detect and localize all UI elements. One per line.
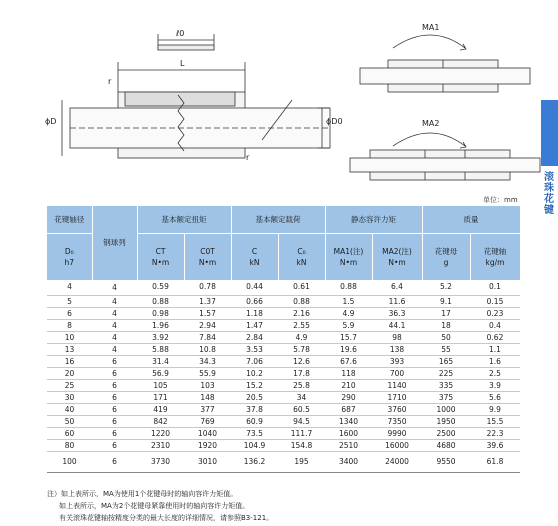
table-cell: 4 bbox=[92, 343, 137, 355]
table-cell: 842 bbox=[137, 415, 184, 427]
table-cell: 9.1 bbox=[422, 295, 470, 307]
table-cell: 5 bbox=[47, 295, 92, 307]
table-cell: 17 bbox=[422, 307, 470, 319]
table-cell: 100 bbox=[47, 451, 92, 472]
table-cell: 6 bbox=[47, 307, 92, 319]
header-ma2: MA2(注) N•m bbox=[372, 234, 422, 281]
table-cell: 25 bbox=[47, 379, 92, 391]
spline-drawing bbox=[0, 0, 558, 190]
table-cell: 104.9 bbox=[231, 439, 278, 451]
table-cell: 171 bbox=[137, 391, 184, 403]
MA1-label: MA1 bbox=[422, 23, 440, 32]
table-cell: 700 bbox=[372, 367, 422, 379]
table-cell: 73.5 bbox=[231, 427, 278, 439]
table-cell: 393 bbox=[372, 355, 422, 367]
table-cell: 225 bbox=[422, 367, 470, 379]
table-cell: 5.2 bbox=[422, 280, 470, 295]
table-cell: 3.53 bbox=[231, 343, 278, 355]
table-cell: 2.94 bbox=[184, 319, 231, 331]
table-cell: 2.5 bbox=[470, 367, 520, 379]
table-cell: 4 bbox=[47, 280, 92, 295]
header-c0t: C0T N•m bbox=[184, 234, 231, 281]
table-cell: 1920 bbox=[184, 439, 231, 451]
table-cell: 9.9 bbox=[470, 403, 520, 415]
table-cell: 1710 bbox=[372, 391, 422, 403]
table-cell: 6 bbox=[92, 355, 137, 367]
table-row bbox=[47, 403, 520, 415]
table-cell: 5.9 bbox=[325, 319, 372, 331]
table-cell: 10.2 bbox=[231, 367, 278, 379]
table-cell: 4 bbox=[92, 331, 137, 343]
table-cell: 0.61 bbox=[278, 280, 325, 295]
table-cell: 12.6 bbox=[278, 355, 325, 367]
table-cell: 1.57 bbox=[184, 307, 231, 319]
table-cell: 15.5 bbox=[470, 415, 520, 427]
table-cell: 40 bbox=[47, 403, 92, 415]
table-cell: 0.88 bbox=[325, 280, 372, 295]
table-cell: 9550 bbox=[422, 451, 470, 472]
table-row bbox=[47, 319, 520, 331]
table-cell: 3400 bbox=[325, 451, 372, 472]
table-cell: 16 bbox=[47, 355, 92, 367]
table-cell: 1.47 bbox=[231, 319, 278, 331]
table-cell: 55.9 bbox=[184, 367, 231, 379]
table-cell: 15.2 bbox=[231, 379, 278, 391]
table-cell: 1.37 bbox=[184, 295, 231, 307]
table-cell: 34 bbox=[278, 391, 325, 403]
table-row bbox=[47, 415, 520, 427]
table-row bbox=[47, 367, 520, 379]
table-cell: 6 bbox=[92, 379, 137, 391]
table-cell: 138 bbox=[372, 343, 422, 355]
table-cell: 4 bbox=[92, 307, 137, 319]
table-cell: 2500 bbox=[422, 427, 470, 439]
table-cell: 4 bbox=[92, 280, 137, 295]
table-cell: 6 bbox=[92, 439, 137, 451]
table-cell: 2.55 bbox=[278, 319, 325, 331]
table-cell: 0.88 bbox=[278, 295, 325, 307]
table-cell: 17.8 bbox=[278, 367, 325, 379]
table-cell: 6 bbox=[92, 367, 137, 379]
table-cell: 6 bbox=[92, 403, 137, 415]
table-cell: 4680 bbox=[422, 439, 470, 451]
table-cell: 3730 bbox=[137, 451, 184, 472]
table-cell: 1040 bbox=[184, 427, 231, 439]
table-cell: 0.23 bbox=[470, 307, 520, 319]
table-row bbox=[47, 391, 520, 403]
table-row bbox=[47, 427, 520, 439]
table-cell: 80 bbox=[47, 439, 92, 451]
table-row bbox=[47, 307, 520, 319]
table-cell: 18 bbox=[422, 319, 470, 331]
table-cell: 1950 bbox=[422, 415, 470, 427]
table-cell: 0.1 bbox=[470, 280, 520, 295]
table-cell: 10.8 bbox=[184, 343, 231, 355]
table-cell: 335 bbox=[422, 379, 470, 391]
r-label-bottom: r bbox=[246, 153, 250, 162]
table-cell: 22.3 bbox=[470, 427, 520, 439]
table-cell: 60.5 bbox=[278, 403, 325, 415]
table-cell: 1000 bbox=[422, 403, 470, 415]
table-cell: 15.7 bbox=[325, 331, 372, 343]
table-cell: 148 bbox=[184, 391, 231, 403]
table-cell: 9990 bbox=[372, 427, 422, 439]
header-shaft-dia: 花键轴径 bbox=[47, 206, 92, 234]
table-cell: 5.88 bbox=[137, 343, 184, 355]
table-cell: 60 bbox=[47, 427, 92, 439]
table-cell: 36.3 bbox=[372, 307, 422, 319]
table-cell: 1.96 bbox=[137, 319, 184, 331]
table-cell: 11.6 bbox=[372, 295, 422, 307]
header-static-moment: 静态容许力矩 bbox=[325, 206, 422, 234]
L-label: L bbox=[180, 59, 185, 68]
header-ct: CT N•m bbox=[137, 234, 184, 281]
table-cell: 3.92 bbox=[137, 331, 184, 343]
header-nut-mass: 花键母 g bbox=[422, 234, 470, 281]
table-cell: 0.62 bbox=[470, 331, 520, 343]
unit-label: 单位：mm bbox=[483, 196, 518, 204]
header-shaft-mass: 花键轴 kg/m bbox=[470, 234, 520, 281]
r-label-top: r bbox=[108, 77, 112, 86]
table-cell: 1600 bbox=[325, 427, 372, 439]
table-cell: 39.6 bbox=[470, 439, 520, 451]
table-cell: 0.4 bbox=[470, 319, 520, 331]
table-cell: 1.18 bbox=[231, 307, 278, 319]
table-cell: 118 bbox=[325, 367, 372, 379]
table-cell: 20.5 bbox=[231, 391, 278, 403]
table-cell: 375 bbox=[422, 391, 470, 403]
table-cell: 44.1 bbox=[372, 319, 422, 331]
table-cell: 20 bbox=[47, 367, 92, 379]
table-cell: 6 bbox=[92, 391, 137, 403]
table-cell: 37.8 bbox=[231, 403, 278, 415]
header-load: 基本额定载荷 bbox=[231, 206, 325, 234]
table-cell: 7.06 bbox=[231, 355, 278, 367]
table-cell: 4 bbox=[92, 319, 137, 331]
table-row bbox=[47, 355, 520, 367]
section-label: 滚珠花键 bbox=[544, 172, 554, 216]
table-cell: 8 bbox=[47, 319, 92, 331]
table-cell: 2310 bbox=[137, 439, 184, 451]
table-row bbox=[47, 331, 520, 343]
table-cell: 1.1 bbox=[470, 343, 520, 355]
header-balls: 钢球列 bbox=[92, 206, 137, 280]
table-cell: 94.5 bbox=[278, 415, 325, 427]
table-cell: 136.2 bbox=[231, 451, 278, 472]
table-row bbox=[47, 439, 520, 451]
table-cell: 0.98 bbox=[137, 307, 184, 319]
table-cell: 2.84 bbox=[231, 331, 278, 343]
table-cell: 0.59 bbox=[137, 280, 184, 295]
table-cell: 50 bbox=[422, 331, 470, 343]
table-cell: 4.9 bbox=[325, 307, 372, 319]
table-row bbox=[47, 451, 520, 472]
table-cell: 0.78 bbox=[184, 280, 231, 295]
table-cell: 98 bbox=[372, 331, 422, 343]
table-cell: 61.8 bbox=[470, 451, 520, 472]
table-cell: 7.84 bbox=[184, 331, 231, 343]
note-3: 有关滚珠花键轴按精度分类的最大长度的详细情况，请参照B3-121。 bbox=[59, 514, 274, 522]
header-mass: 质量 bbox=[422, 206, 520, 234]
spec-table bbox=[47, 206, 521, 473]
table-cell: 154.8 bbox=[278, 439, 325, 451]
table-cell: 56.9 bbox=[137, 367, 184, 379]
table-cell: 67.6 bbox=[325, 355, 372, 367]
table-cell: 687 bbox=[325, 403, 372, 415]
table-cell: 16000 bbox=[372, 439, 422, 451]
table-cell: 769 bbox=[184, 415, 231, 427]
table-cell: 50 bbox=[47, 415, 92, 427]
table-cell: 4.9 bbox=[278, 331, 325, 343]
table-cell: 10 bbox=[47, 331, 92, 343]
table-row bbox=[47, 280, 520, 295]
header-ma1: MA1(注) N•m bbox=[325, 234, 372, 281]
table-cell: 19.6 bbox=[325, 343, 372, 355]
D0-label: ϕD0 bbox=[326, 117, 343, 126]
note-2: 如上表所示，MA为2个花键母紧靠使用时的轴向容许力矩值。 bbox=[59, 502, 250, 510]
table-cell: 6.4 bbox=[372, 280, 422, 295]
table-cell: 30 bbox=[47, 391, 92, 403]
l0-label: ℓ0 bbox=[176, 29, 185, 38]
table-cell: 60.9 bbox=[231, 415, 278, 427]
note-1: 注）如上表所示，MA为使用1个花键母时的轴向容许力矩值。 bbox=[47, 490, 238, 498]
table-cell: 1140 bbox=[372, 379, 422, 391]
table-cell: 3760 bbox=[372, 403, 422, 415]
table-cell: 5.6 bbox=[470, 391, 520, 403]
table-row bbox=[47, 379, 520, 391]
table-cell: 25.8 bbox=[278, 379, 325, 391]
table-cell: 2.16 bbox=[278, 307, 325, 319]
table-row bbox=[47, 343, 520, 355]
table-cell: 3010 bbox=[184, 451, 231, 472]
table-cell: 165 bbox=[422, 355, 470, 367]
table-cell: 5.78 bbox=[278, 343, 325, 355]
table-cell: 210 bbox=[325, 379, 372, 391]
table-cell: 290 bbox=[325, 391, 372, 403]
table-cell: 2510 bbox=[325, 439, 372, 451]
table-cell: 1.5 bbox=[325, 295, 372, 307]
section-tab bbox=[541, 100, 558, 166]
table-cell: 105 bbox=[137, 379, 184, 391]
table-cell: 6 bbox=[92, 451, 137, 472]
table-cell: 1220 bbox=[137, 427, 184, 439]
table-cell: 24000 bbox=[372, 451, 422, 472]
table-cell: 103 bbox=[184, 379, 231, 391]
table-cell: 3.9 bbox=[470, 379, 520, 391]
table-cell: 111.7 bbox=[278, 427, 325, 439]
header-c: C kN bbox=[231, 234, 278, 281]
table-cell: 6 bbox=[92, 427, 137, 439]
table-cell: 55 bbox=[422, 343, 470, 355]
header-torque: 基本额定扭矩 bbox=[137, 206, 231, 234]
table-cell: 1.6 bbox=[470, 355, 520, 367]
table-cell: 0.15 bbox=[470, 295, 520, 307]
table-cell: 34.3 bbox=[184, 355, 231, 367]
MA2-label: MA2 bbox=[422, 119, 440, 128]
table-cell: 0.88 bbox=[137, 295, 184, 307]
table-cell: 7350 bbox=[372, 415, 422, 427]
table-cell: 13 bbox=[47, 343, 92, 355]
table-cell: 1340 bbox=[325, 415, 372, 427]
table-cell: 4 bbox=[92, 295, 137, 307]
D-label: ϕD bbox=[45, 117, 57, 126]
header-d0: D₀ h7 bbox=[47, 234, 92, 281]
table-cell: 0.66 bbox=[231, 295, 278, 307]
table-cell: 195 bbox=[278, 451, 325, 472]
table-cell: 377 bbox=[184, 403, 231, 415]
table-row bbox=[47, 295, 520, 307]
table-cell: 419 bbox=[137, 403, 184, 415]
header-c0: C₀ kN bbox=[278, 234, 325, 281]
table-cell: 6 bbox=[92, 415, 137, 427]
table-cell: 0.44 bbox=[231, 280, 278, 295]
table-cell: 31.4 bbox=[137, 355, 184, 367]
